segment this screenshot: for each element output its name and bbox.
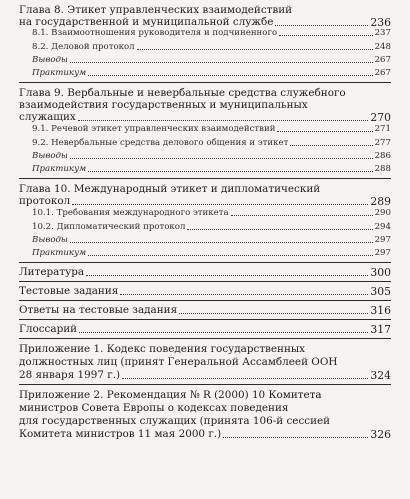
section-page: 297 [374, 248, 391, 258]
leader-dots [275, 25, 368, 26]
section-label: 9.2. Невербальные средства делового общения и этикет [32, 138, 289, 148]
divider [19, 338, 391, 339]
leader-dots [78, 120, 369, 121]
section-label: Выводы [32, 235, 68, 245]
section-9-2-entry [32, 138, 391, 149]
practicum-8-entry [32, 68, 391, 79]
glossary-label: Глоссарий [19, 323, 78, 335]
appendix-1-line1: Приложение 1. Кодекс поведения государственных [19, 343, 306, 355]
chapter-10-entry [19, 195, 391, 208]
leader-dots [72, 204, 368, 205]
section-page: 271 [374, 124, 391, 134]
appendix-2-line2: министров Совета Европы о кодексах поведения [19, 402, 289, 414]
literature-entry [19, 266, 391, 279]
section-label: Практикум [32, 248, 87, 258]
appendix-2-line4: Комитета министров 11 мая 2000 г.) [19, 428, 222, 440]
chapter-9-title-line3: служащих [19, 111, 76, 123]
leader-dots [70, 62, 373, 63]
appendix-2-line3: для государственных служащих (принята 106-й сессией [19, 415, 331, 427]
appendix-1-entry [19, 369, 391, 382]
section-label: Выводы [32, 151, 68, 161]
answers-entry [19, 304, 391, 317]
leader-dots [290, 145, 372, 146]
leader-dots [86, 275, 368, 276]
leader-dots [88, 255, 372, 256]
divider [19, 300, 391, 301]
section-page: 267 [374, 68, 391, 78]
section-label: 10.2. Дипломатический протокол [32, 222, 186, 232]
section-label: 10.1. Требования международного этикета [32, 208, 229, 218]
leader-dots [70, 158, 373, 159]
section-8-1-entry [32, 28, 391, 39]
section-10-1-entry [32, 208, 391, 219]
chapter-8-title-line2: на государственной и муниципальной службе [19, 16, 274, 28]
literature-page: 300 [370, 266, 391, 279]
chapter-8-title-line1: Глава 8. Этикет управленческих взаимодействий [19, 4, 293, 16]
conclusions-9-entry [32, 151, 391, 162]
section-label: 8.2. Деловой протокол [32, 42, 135, 52]
conclusions-8-entry [32, 55, 391, 66]
tests-page: 305 [370, 285, 391, 298]
appendix-2-page: 326 [370, 428, 391, 441]
appendix-1-page: 324 [370, 369, 391, 382]
section-page: 267 [374, 55, 391, 65]
leader-dots [120, 294, 368, 295]
chapter-9-title-line1: Глава 9. Вербальные и невербальные средства служебного [19, 87, 346, 99]
leader-dots [223, 437, 368, 438]
leader-dots [70, 242, 373, 243]
section-label: Практикум [32, 68, 87, 78]
conclusions-10-entry [32, 235, 391, 246]
section-page: 294 [374, 222, 391, 232]
leader-dots [179, 313, 368, 314]
section-label: Практикум [32, 164, 87, 174]
chapter-10-title-line1: Глава 10. Международный этикет и дипломатический [19, 183, 321, 195]
chapter-10-page: 289 [370, 195, 391, 208]
divider [19, 178, 391, 179]
practicum-9-entry [32, 164, 391, 175]
section-page: 277 [374, 138, 391, 148]
leader-dots [277, 131, 372, 132]
section-page: 248 [374, 42, 391, 52]
divider [19, 281, 391, 282]
section-page: 237 [374, 28, 391, 38]
glossary-entry [19, 323, 391, 336]
tests-label: Тестовые задания [19, 285, 119, 297]
divider [19, 262, 391, 263]
glossary-page: 317 [370, 323, 391, 336]
leader-dots [279, 35, 372, 36]
section-10-2-entry [32, 222, 391, 233]
leader-dots [88, 171, 372, 172]
section-label: 9.1. Речевой этикет управленческих взаимодействий [32, 124, 276, 134]
practicum-10-entry [32, 248, 391, 259]
appendix-2-entry [19, 428, 391, 441]
section-page: 297 [374, 235, 391, 245]
leader-dots [231, 215, 373, 216]
leader-dots [187, 229, 372, 230]
leader-dots [137, 49, 373, 50]
chapter-9-page: 270 [370, 111, 391, 124]
literature-label: Литература [19, 266, 85, 278]
chapter-8-page: 236 [370, 16, 391, 29]
section-label: Выводы [32, 55, 68, 65]
appendix-1-line2: должностных лиц (принят Генеральной Ассамблеей ООН [19, 356, 338, 368]
section-page: 288 [374, 164, 391, 174]
divider [19, 82, 391, 83]
chapter-10-title-line2: протокол [19, 195, 71, 207]
chapter-9-title-line2: взаимодействия государственных и муниципальных [19, 99, 308, 111]
appendix-1-line3: 28 января 1997 г.) [19, 369, 121, 381]
section-label: 8.1. Взаимоотношения руководителя и подчиненного [32, 28, 278, 38]
section-9-1-entry [32, 124, 391, 135]
appendix-2-line1: Приложение 2. Рекомендация № R (2000) 10 Комитета [19, 389, 322, 401]
answers-label: Ответы на тестовые задания [19, 304, 178, 316]
section-page: 290 [374, 208, 391, 218]
divider [19, 384, 391, 385]
section-8-2-entry [32, 42, 391, 53]
leader-dots [122, 378, 368, 379]
chapter-9-entry [19, 111, 391, 124]
answers-page: 316 [370, 304, 391, 317]
section-page: 286 [374, 151, 391, 161]
tests-entry [19, 285, 391, 298]
leader-dots [79, 332, 368, 333]
leader-dots [88, 75, 372, 76]
divider [19, 319, 391, 320]
